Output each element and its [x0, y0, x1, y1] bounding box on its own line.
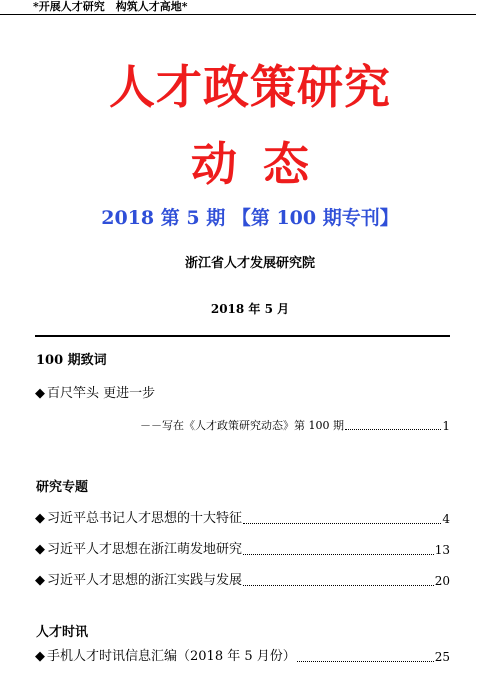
- toc-page-number: 13: [434, 543, 450, 557]
- cover-title-line-2: 动态: [191, 137, 335, 191]
- header-banner: [0, 0, 476, 15]
- toc-entry-title: 手机人才时讯信息汇编（2018 年 5 月份）: [47, 649, 296, 664]
- toc-page-number: 1: [442, 419, 450, 433]
- toc-section-heading: 研究专题: [36, 480, 89, 495]
- toc-entry[interactable]: [35, 570, 450, 590]
- toc-entry[interactable]: [35, 385, 155, 403]
- dot-leader: [243, 523, 441, 524]
- issue-number: 2018 第 5 期 【第 100 期专刊】: [101, 207, 399, 229]
- diamond-bullet-icon: ◆: [35, 386, 45, 401]
- toc-entry-title: 习近平人才思想的浙江实践与发展: [47, 573, 243, 588]
- toc-entry-title: －－写在《人才政策研究动态》第 100 期: [140, 419, 344, 432]
- toc-section-heading: 100 期致词: [36, 353, 107, 368]
- toc-entry-title: 习近平总书记人才思想的十大特征: [47, 511, 243, 526]
- diamond-bullet-icon: ◆: [35, 573, 45, 588]
- toc-entry[interactable]: [35, 646, 450, 666]
- toc-entry[interactable]: [35, 508, 450, 528]
- diamond-bullet-icon: ◆: [35, 542, 45, 557]
- diamond-bullet-icon: ◆: [35, 511, 45, 526]
- dot-leader: [243, 585, 434, 586]
- dot-leader: [243, 554, 434, 555]
- toc-page-number: 4: [442, 512, 450, 526]
- cover-title-line-1: 人才政策研究: [109, 60, 391, 114]
- toc-section-heading: 人才时讯: [36, 625, 89, 640]
- dot-leader: [297, 661, 434, 662]
- diamond-bullet-icon: ◆: [35, 649, 45, 664]
- toc-entry-subtitle[interactable]: [140, 416, 450, 434]
- dot-leader: [345, 429, 441, 430]
- header-divider: [35, 335, 450, 337]
- publication-date: 2018 年 5 月: [210, 302, 290, 316]
- toc-entry-title: 百尺竿头 更进一步: [47, 386, 156, 401]
- toc-entry[interactable]: [35, 539, 450, 559]
- toc-entry-title: 习近平人才思想在浙江萌发地研究: [47, 542, 243, 557]
- header-slogan: *开展人才研究 构筑人才高地*: [33, 0, 188, 13]
- toc-page-number: 25: [434, 650, 450, 664]
- publisher-institute: 浙江省人才发展研究院: [184, 256, 315, 271]
- toc-page-number: 20: [434, 574, 450, 588]
